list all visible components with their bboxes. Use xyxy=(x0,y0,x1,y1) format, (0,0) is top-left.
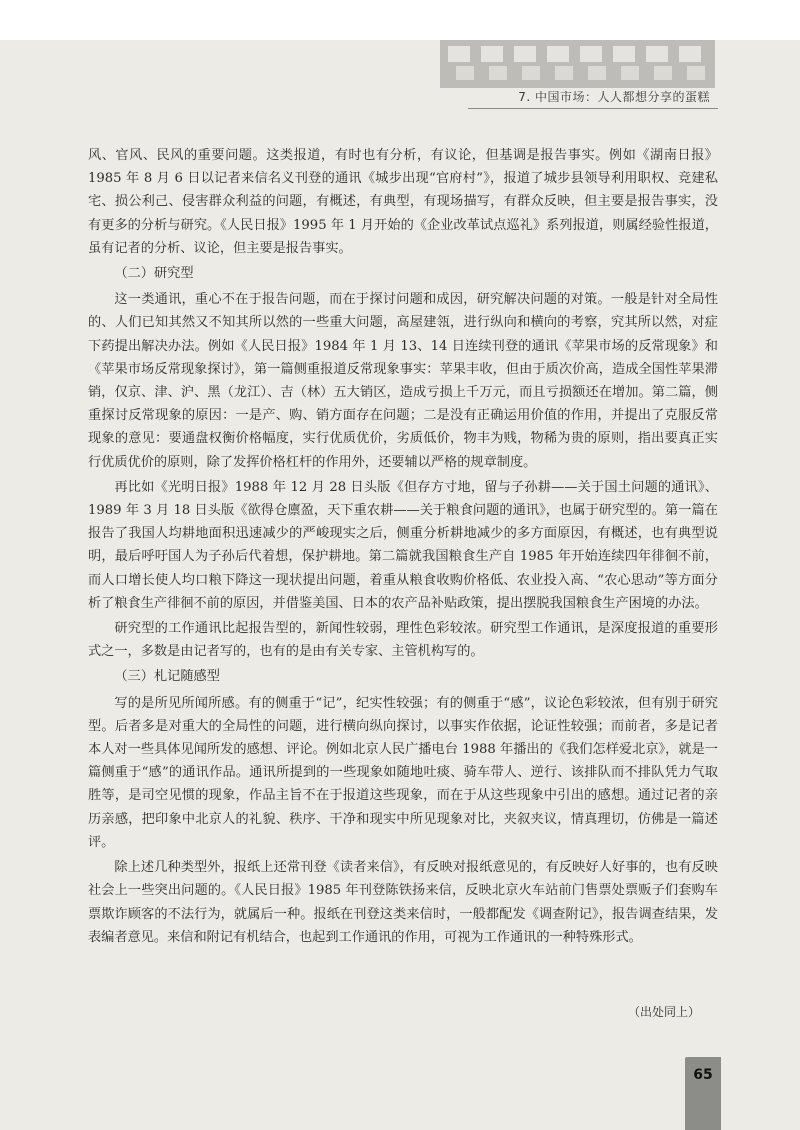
top-margin xyxy=(0,0,800,40)
book-page xyxy=(0,40,800,1130)
paragraph: 写的是所见所闻所感。有的侧重于“记”，纪实性较强；有的侧重于“感”，议论色彩较浓，但有别于研究型。后者多是对重大的全局性的问题，进行横向纵向探讨，以事实作依据，论证性较强；而前者，多是记者本人对一些具体见闻所发的感想、评论。例如北京人民广播电台 1988 年播出的《我们怎样爱北京》，就是一篇侧重于“感”的通讯作品。通讯所提到的一些现象如随地吐痰、骑车带人、逆行、该排队而不排队凭力气取胜等，是司空见惯的现象，作品主旨不在于报道这些现象，而在于从这些现象中引出的感想。通过记者的亲历亲感，把印象中北京人的礼貌、秩序、干净和现实中所见现象对比，夹叙夹议，情真理切，仿佛是一篇述评。 xyxy=(88,695,718,850)
page-number-tab xyxy=(685,1057,721,1130)
paragraph: 这一类通讯，重心不在于报告问题，而在于探讨问题和成因，研究解决问题的对策。一般是针对全局性的、人们已知其然又不知其所以然的一些重大问题，高屋建瓴，进行纵向和横向的考察，究其所以然，对症下药提出解决办法。例如《人民日报》1984 年 1 月 13、14 日连续刊登的通讯《苹果市场的反常现象》和《苹果市场反常现象探讨》，第一篇侧重报道反常现象事实：苹果丰收，但由于质次价高，造成全国性苹果滞销，仅京、津、沪、黑（龙江）、吉（林）五大销区，造成亏损上千万元，而且亏损额还在增加。第二篇，侧重探讨反常现象的原因：一是产、购、销方面存在问题；二是没有正确运用价值的作用，并提出了克服反常现象的意见：要通盘权衡价格幅度，实行优质优价，劣质低价，物丰为贱，物稀为贵的原则，指出要真正实行优质优价的原则，除了发挥价格杠杆的作用外，还要辅以严格的规章制度。 xyxy=(88,292,718,470)
source-note: （出处同上） xyxy=(627,1005,700,1019)
paragraph: 研究型的工作通讯比起报告型的，新闻性较弱，理性色彩较浓。研究型工作通讯，是深度报道的重要形式之一，多数是由记者写的，也有的是由有关专家、主管机构写的。 xyxy=(88,621,718,660)
paragraph: 再比如《光明日报》1988 年 12 月 28 日头版《但存方寸地，留与子孙耕——关于国土问题的通讯》、1989 年 3 月 18 日头版《欲得仓廪盈，天下重农耕——关于粮食问题的通讯》，也属于研究型的。第一篇在报告了我国人均耕地面积迅速减少的严峻现实之后，侧重分析耕地减少的多方面原因，有概述，也有典型说明，最后呼吁国人为子孙后代着想，保护耕地。第二篇就我国粮食生产自 1985 年开始连续四年徘徊不前，而人口增长使人均口粮下降这一现状提出问题，着重从粮食收购价格低、农业投入高、“农心思动”等方面分析了粮食生产徘徊不前的原因，并借鉴美国、日本的农产品补贴政策，提出摆脱我国粮食生产困境的办法。 xyxy=(88,479,718,611)
header-rule xyxy=(468,108,718,109)
section-heading: （三）札记随感型 xyxy=(114,669,220,685)
body-text xyxy=(88,144,718,951)
page-number: 65 xyxy=(693,1067,713,1083)
header-decoration-pattern xyxy=(440,40,715,88)
paragraph: 风、官风、民风的重要问题。这类报道，有时也有分析，有议论，但基调是报告事实。例如《湖南日报》1985 年 8 月 6 日以记者来信名义刊登的通讯《城步出现“官府村”》，报道了城步县领导利用职权、竞建私宅、损公利己、侵害群众利益的问题，有概述，有典型，有现场描写，有群众反映，但主要是报告事实，没有更多的分析与研究。《人民日报》1995 年 1 月开始的《企业改革试点巡礼》系列报道，则属经验性报道，虽有记者的分析、议论，但主要是报告事实。 xyxy=(88,148,718,256)
paragraph: 除上述几种类型外，报纸上还常刊登《读者来信》，有反映对报纸意见的，有反映好人好事的，也有反映社会上一些突出问题的。《人民日报》1985 年刊登陈铁扬来信，反映北京火车站前门售票处票贩子们套购车票欺诈顾客的不法行为，就属后一种。报纸在刊登这类来信时，一般都配发《调查附记》，报告调查结果，发表编者意见。来信和附记有机结合，也起到工作通讯的作用，可视为工作通讯的一种特殊形式。 xyxy=(88,860,718,945)
running-head: 7. 中国市场：人人都想分享的蛋糕 xyxy=(518,90,710,104)
section-heading: （二）研究型 xyxy=(114,266,194,282)
